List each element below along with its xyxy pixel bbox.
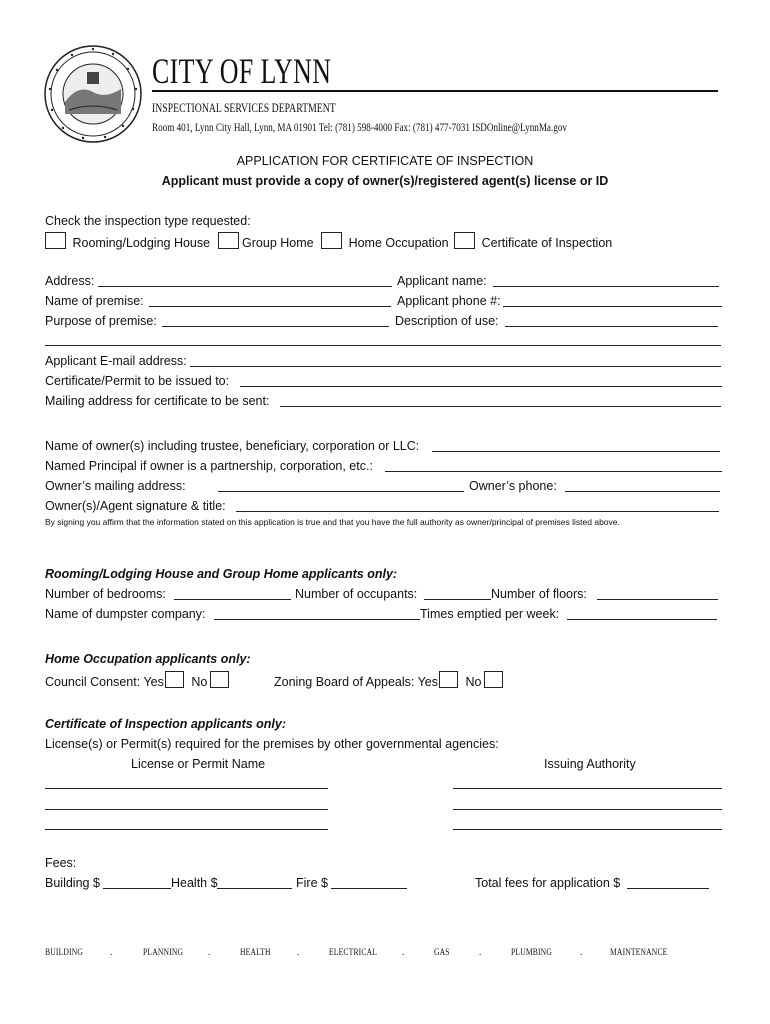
applicant-name-label: Applicant name: <box>397 274 487 288</box>
email-label: Applicant E-mail address: <box>45 354 187 368</box>
principal-label: Named Principal if owner is a partnership, corporation, etc.: <box>45 459 373 473</box>
license-name-header: License or Permit Name <box>131 757 266 771</box>
description-field[interactable] <box>505 326 718 327</box>
health-fee-label: Health $ <box>171 876 218 890</box>
floors-field[interactable] <box>597 599 718 600</box>
owner-phone-label: Owner’s phone: <box>469 479 557 493</box>
description-field-extra[interactable] <box>45 345 721 346</box>
owner-phone-field[interactable] <box>565 491 720 492</box>
zoning-no-checkbox[interactable] <box>484 671 503 688</box>
footer-electrical: ELECTRICAL <box>329 948 378 958</box>
footer-dot-3: . <box>297 948 300 958</box>
address-label: Address: <box>45 274 95 288</box>
footer-plumbing: PLUMBING <box>511 948 552 958</box>
group-home-checkbox[interactable] <box>218 232 239 249</box>
footer-dot-5: . <box>479 948 482 958</box>
premise-name-label: Name of premise: <box>45 294 144 308</box>
footer-maintenance: MAINTENANCE <box>610 948 668 958</box>
certificate-heading: Certificate of Inspection applicants only: <box>45 717 287 731</box>
fire-fee-field[interactable] <box>331 888 407 889</box>
occupants-label: Number of occupants: <box>295 587 418 601</box>
license-name-field-1[interactable] <box>45 788 328 789</box>
owner-mailing-label: Owner’s mailing address: <box>45 479 186 493</box>
applicant-phone-label: Applicant phone #: <box>397 294 501 308</box>
email-field[interactable] <box>190 366 721 367</box>
department-name: INSPECTIONAL SERVICES DEPARTMENT <box>152 101 336 115</box>
footer-dot-1: . <box>110 948 113 958</box>
home-occupation-heading: Home Occupation applicants only: <box>45 652 251 666</box>
owner-mailing-field[interactable] <box>218 491 464 492</box>
applicant-name-field[interactable] <box>493 286 719 287</box>
home-occupation-label: Home Occupation <box>348 236 449 250</box>
times-emptied-label: Times emptied per week: <box>420 607 560 621</box>
authority-field-2[interactable] <box>453 809 722 810</box>
rooming-heading: Rooming/Lodging House and Group Home applicants only: <box>45 567 398 581</box>
license-name-field-3[interactable] <box>45 829 328 830</box>
affirm-note: By signing you affirm that the information stated on this application is true and that you have the full authority as owner/principal of premises listed above. <box>45 517 620 527</box>
authority-field-3[interactable] <box>453 829 722 830</box>
home-occupation-checkbox[interactable] <box>321 232 342 249</box>
zoning-row <box>274 671 503 689</box>
zoning-yes-label: Zoning Board of Appeals: Yes <box>274 675 439 689</box>
footer-planning: PLANNING <box>143 948 184 958</box>
signature-field[interactable] <box>236 511 719 512</box>
certificate-label: Certificate of Inspection <box>481 236 613 250</box>
inspection-type-options <box>45 232 612 250</box>
footer-building: BUILDING <box>45 948 84 958</box>
issuing-authority-header: Issuing Authority <box>544 757 636 771</box>
group-home-label: Group Home <box>242 236 314 250</box>
owner-names-label: Name of owner(s) including trustee, beneficiary, corporation or LLC: <box>45 439 420 453</box>
bedrooms-field[interactable] <box>174 599 291 600</box>
rooming-checkbox[interactable] <box>45 232 66 249</box>
purpose-field[interactable] <box>162 326 389 327</box>
zoning-yes-checkbox[interactable] <box>439 671 458 688</box>
form-title: APPLICATION FOR CERTIFICATE OF INSPECTION <box>236 154 534 168</box>
licenses-prompt: License(s) or Permit(s) required for the premises by other governmental agencies: <box>45 737 499 751</box>
address-field[interactable] <box>98 286 392 287</box>
premise-name-field[interactable] <box>149 306 391 307</box>
license-name-field-2[interactable] <box>45 809 328 810</box>
footer-dot-6: . <box>580 948 583 958</box>
signature-label: Owner(s)/Agent signature & title: <box>45 499 226 513</box>
header-rule <box>152 90 718 92</box>
inspection-type-prompt: Check the inspection type requested: <box>45 214 251 228</box>
floors-label: Number of floors: <box>491 587 587 601</box>
council-no-checkbox[interactable] <box>210 671 229 688</box>
issued-to-field[interactable] <box>240 386 722 387</box>
council-consent-row <box>45 671 229 689</box>
dumpster-field[interactable] <box>214 619 420 620</box>
description-label: Description of use: <box>395 314 499 328</box>
fees-heading: Fees: <box>45 856 77 870</box>
owner-names-field[interactable] <box>432 451 720 452</box>
occupants-field[interactable] <box>424 599 491 600</box>
certificate-checkbox[interactable] <box>454 232 475 249</box>
health-fee-field[interactable] <box>217 888 292 889</box>
zoning-no-label: No <box>465 675 482 689</box>
building-fee-field[interactable] <box>103 888 171 889</box>
total-fee-label: Total fees for application $ <box>475 876 621 890</box>
times-emptied-field[interactable] <box>567 619 717 620</box>
form-subtitle: Applicant must provide a copy of owner(s)/registered agent(s) license or ID <box>161 174 609 188</box>
footer-health: HEALTH <box>240 948 271 958</box>
contact-line: Room 401, Lynn City Hall, Lynn, MA 01901 Tel: (781) 598-4000 Fax: (781) 477-7031 ISDOnline@LynnMa.gov <box>152 120 567 134</box>
building-fee-label: Building $ <box>45 876 100 890</box>
council-yes-label: Council Consent: Yes <box>45 675 164 689</box>
footer-dot-4: . <box>402 948 405 958</box>
footer-dot-2: . <box>208 948 211 958</box>
council-yes-checkbox[interactable] <box>165 671 184 688</box>
rooming-label: Rooming/Lodging House <box>72 236 211 250</box>
principal-field[interactable] <box>385 471 722 472</box>
total-fee-field[interactable] <box>627 888 709 889</box>
authority-field-1[interactable] <box>453 788 722 789</box>
mailing-label: Mailing address for certificate to be sent: <box>45 394 270 408</box>
purpose-label: Purpose of premise: <box>45 314 157 328</box>
council-no-label: No <box>191 675 208 689</box>
issued-to-label: Certificate/Permit to be issued to: <box>45 374 230 388</box>
city-seal <box>43 44 143 144</box>
mailing-field[interactable] <box>280 406 721 407</box>
applicant-phone-field[interactable] <box>503 306 722 307</box>
bedrooms-label: Number of bedrooms: <box>45 587 166 601</box>
city-title: CITY OF LYNN <box>152 51 332 91</box>
fire-fee-label: Fire $ <box>296 876 328 890</box>
footer-gas: GAS <box>434 948 450 958</box>
dumpster-label: Name of dumpster company: <box>45 607 206 621</box>
